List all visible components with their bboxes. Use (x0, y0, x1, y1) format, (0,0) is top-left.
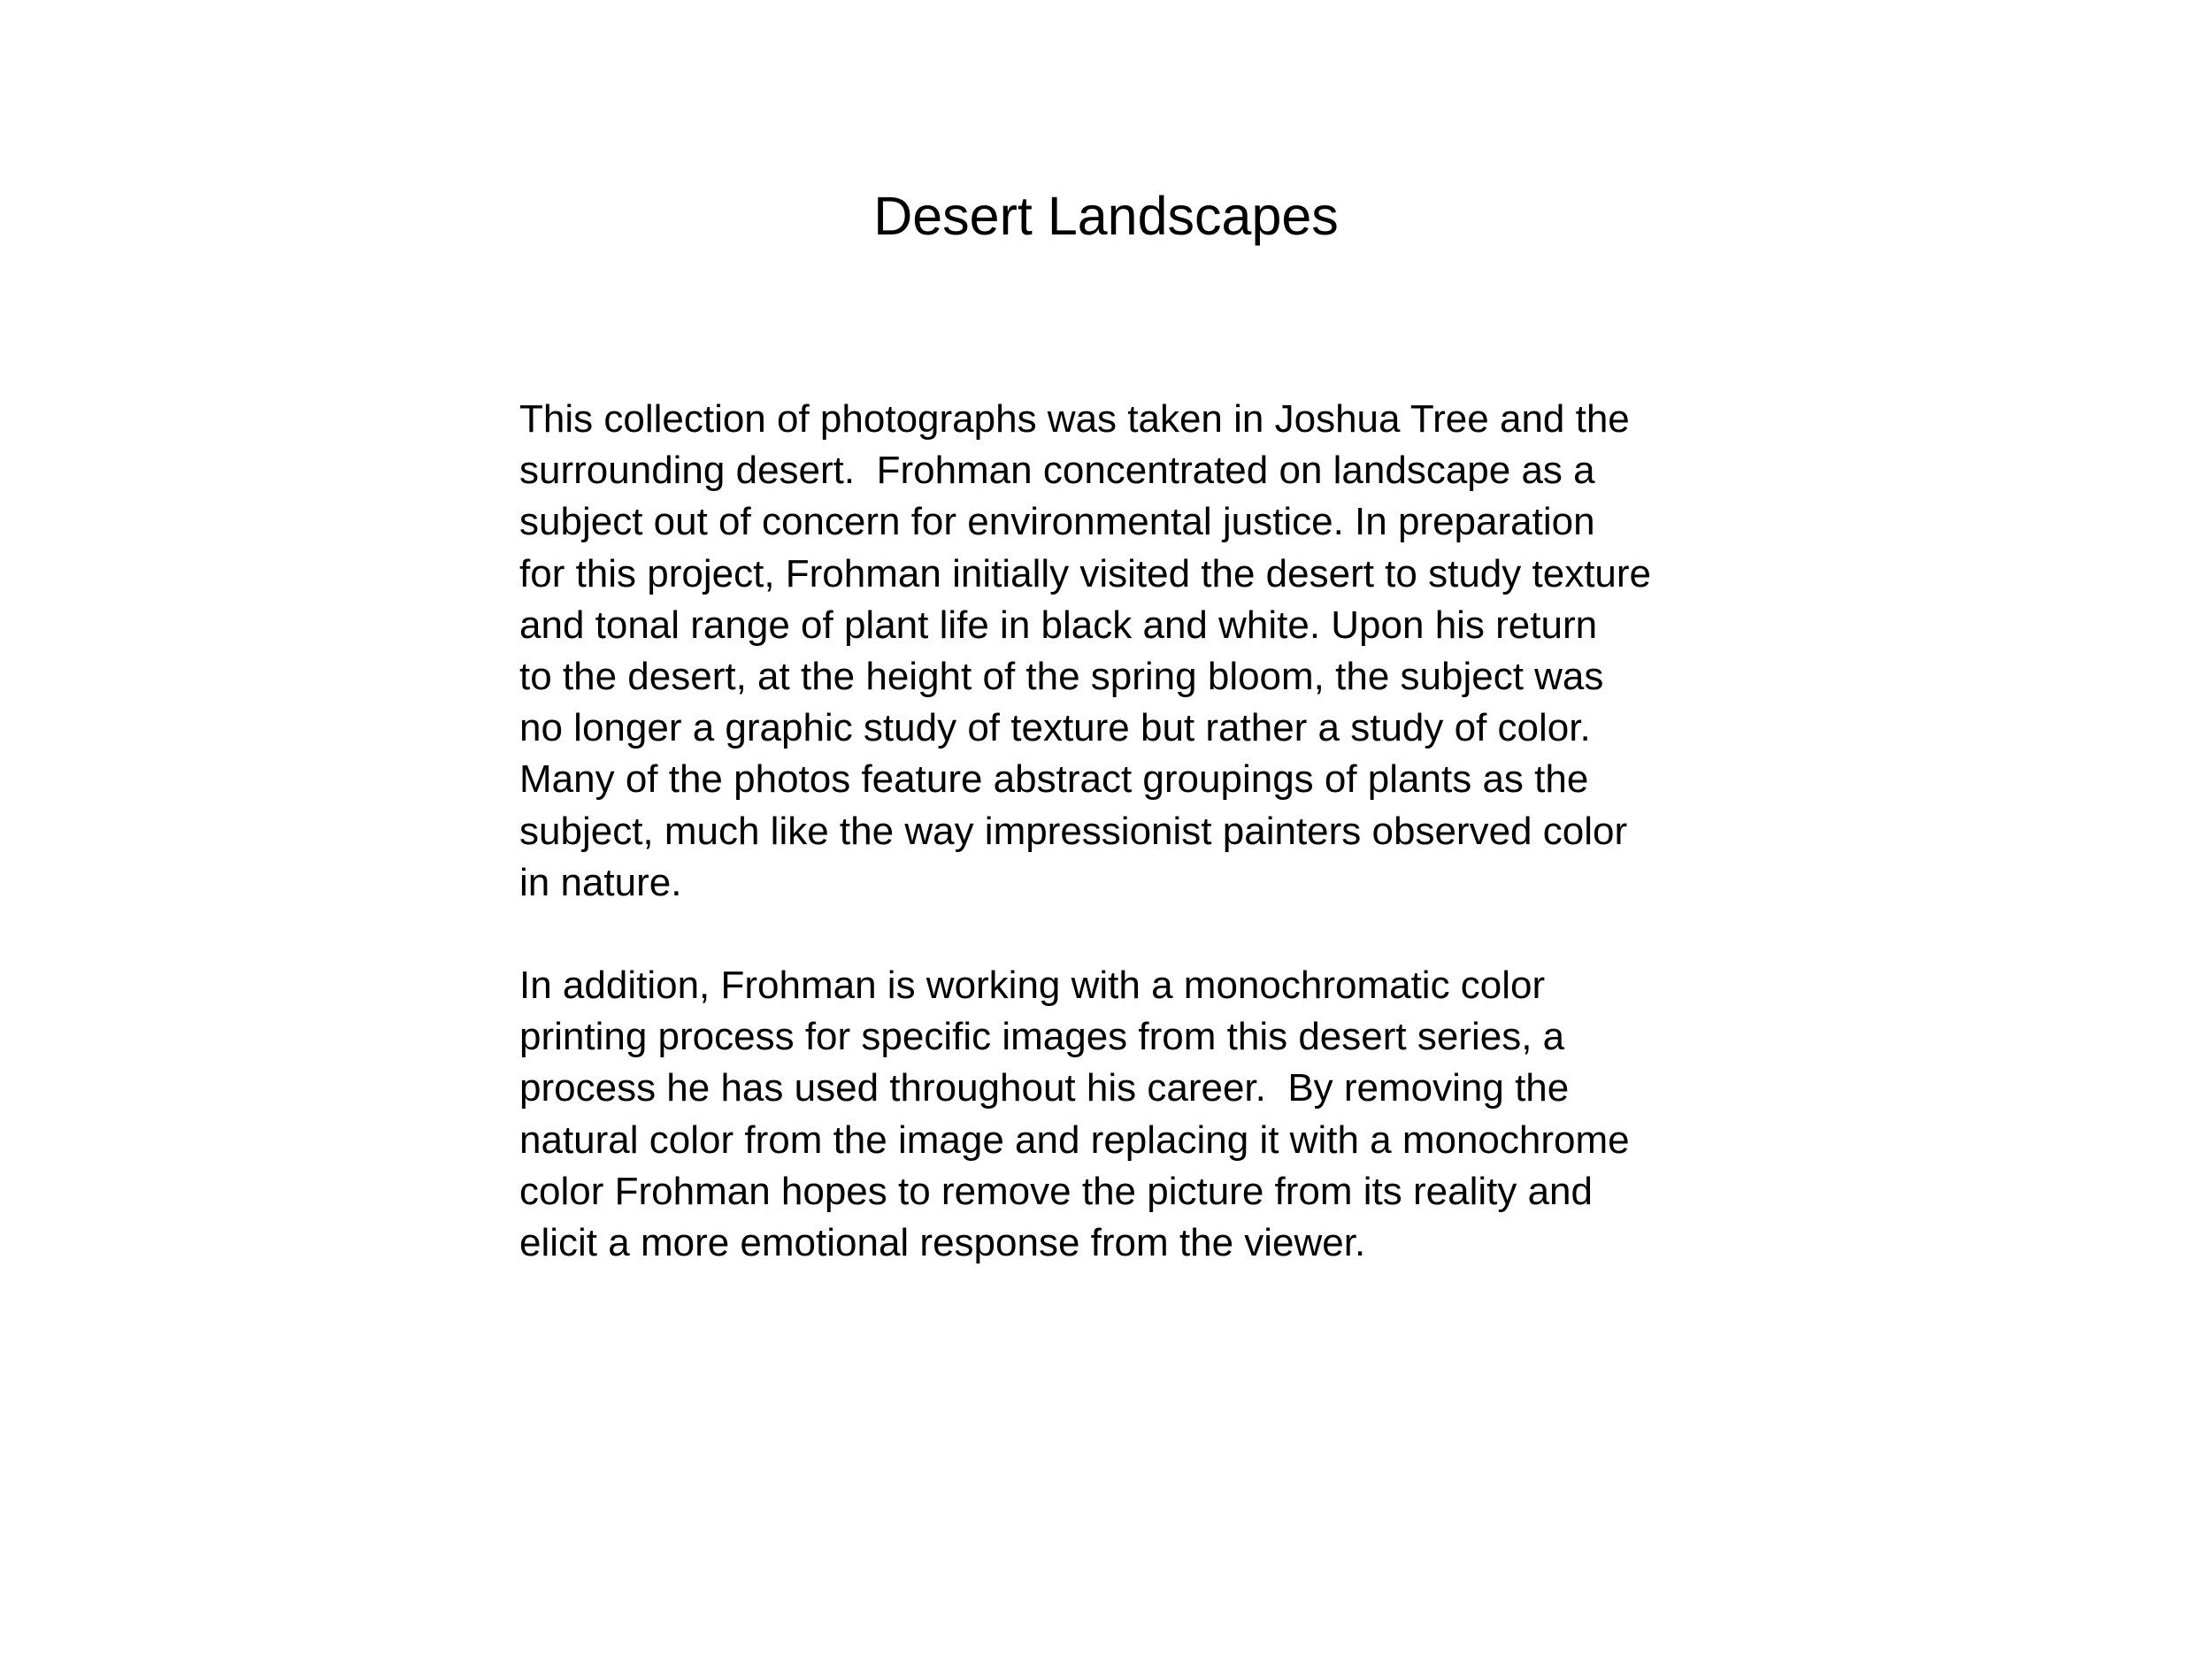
text-line: surrounding desert. Frohman concentrated on landscape as a (519, 449, 1595, 493)
text-line: natural color from the image and replacing it with a monochrome (519, 1118, 1630, 1162)
text-line: This collection of photographs was taken in Joshua Tree and the (519, 397, 1630, 441)
paragraph (519, 960, 1802, 1269)
page-title: Desert Landscapes (873, 186, 1339, 246)
text-line: subject out of concern for environmental justice. In preparation (519, 500, 1595, 544)
paragraph-spacer (519, 909, 1802, 960)
paragraph (519, 394, 1802, 909)
body-text (519, 394, 1802, 1269)
text-line: no longer a graphic study of texture but rather a study of color. (519, 706, 1591, 750)
text-line: color Frohman hopes to remove the picture from its reality and (519, 1169, 1593, 1213)
text-line: to the desert, at the height of the spring bloom, the subject was (519, 654, 1604, 698)
text-line: subject, much like the way impressionist painters observed color (519, 809, 1628, 853)
text-line: and tonal range of plant life in black and white. Upon his return (519, 603, 1598, 647)
text-line: in nature. (519, 860, 682, 904)
text-line: printing process for specific images from this desert series, a (519, 1015, 1565, 1059)
text-line: process he has used throughout his career. By removing the (519, 1066, 1570, 1110)
text-line: elicit a more emotional response from the viewer. (519, 1221, 1366, 1264)
text-line: for this project, Frohman initially visited the desert to study texture (519, 551, 1652, 595)
text-line: In addition, Frohman is working with a monochromatic color (519, 964, 1546, 1008)
text-line: Many of the photos feature abstract groupings of plants as the (519, 757, 1589, 802)
